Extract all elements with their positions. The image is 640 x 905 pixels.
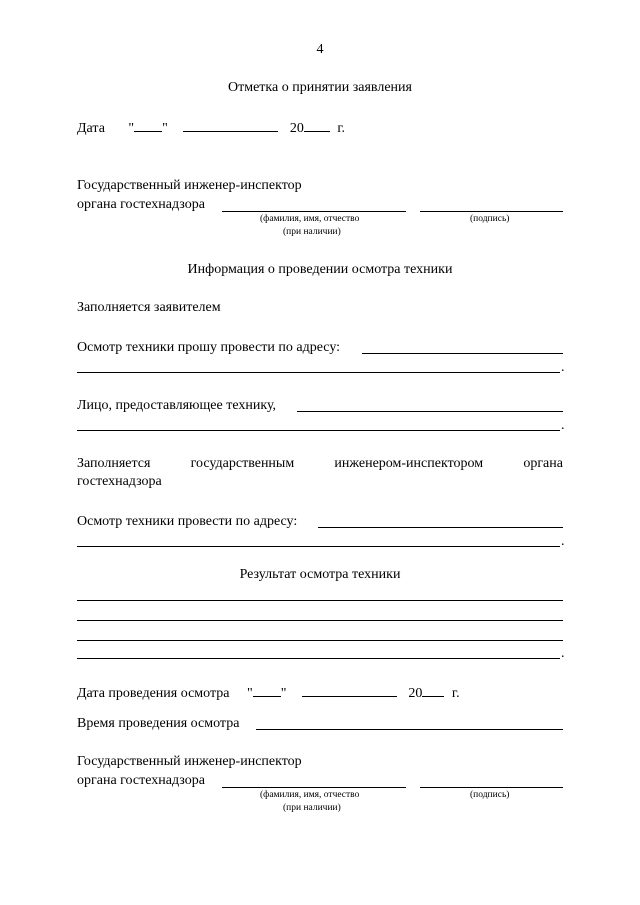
inspection-time-label: Время проведения осмотра: [77, 716, 240, 731]
address-request-label: Осмотр техники прошу провести по адресу:: [77, 340, 341, 355]
inspection-date-row: Дата проведения осмотра " " 20 г.: [77, 686, 460, 701]
provider-field-2[interactable]: [77, 430, 560, 431]
date-label: Дата: [77, 121, 105, 136]
result-line-1[interactable]: [77, 600, 563, 601]
caption2-signature: (подпись): [470, 790, 510, 800]
address-conduct-label: Осмотр техники провести по адресу:: [77, 514, 298, 529]
date-row: Дата " " 20 г.: [77, 121, 346, 136]
inspector2-name-field[interactable]: [222, 787, 406, 788]
inspection-month-field[interactable]: [302, 684, 397, 697]
inspector2-line2: органа гостехнадзора: [77, 773, 205, 788]
day-field[interactable]: [134, 119, 162, 132]
applicant-fills-label: Заполняется заявителем: [77, 300, 221, 315]
inspector2-line1: Государственный инженер-инспектор: [77, 754, 302, 769]
year-suffix: г.: [337, 121, 346, 136]
caption2-fio-note: (при наличии): [283, 803, 341, 813]
inspector-line2: органа гостехнадзора: [77, 197, 205, 212]
address-request-field-2[interactable]: [77, 372, 560, 373]
page-number: 4: [316, 42, 324, 57]
inspector-fills-row: [77, 456, 563, 472]
result-line-3[interactable]: [77, 640, 563, 641]
month-field[interactable]: [183, 119, 278, 132]
section-title-result: Результат осмотра техники: [239, 567, 401, 582]
result-line-2[interactable]: [77, 620, 563, 621]
section-title-acceptance: Отметка о принятии заявления: [228, 80, 412, 95]
address-request-field[interactable]: [362, 353, 563, 354]
inspector2-signature-field[interactable]: [420, 787, 563, 788]
inspector-fills-word3: инженером-инспектором: [334, 456, 484, 471]
address-conduct-field-2[interactable]: [77, 546, 560, 547]
inspection-day-field[interactable]: [253, 684, 281, 697]
section-title-inspection-info: Информация о проведении осмотра техники: [187, 262, 453, 277]
year-prefix: 20: [289, 121, 304, 136]
year-field[interactable]: [304, 119, 330, 132]
inspection-time-field[interactable]: [256, 729, 563, 730]
provider-field[interactable]: [297, 411, 563, 412]
inspection-year-suffix: г.: [451, 686, 460, 701]
inspection-year-prefix: 20: [408, 686, 423, 701]
caption-fio: (фамилия, имя, отчество: [260, 214, 360, 224]
provider-label: Лицо, предоставляющее технику,: [77, 398, 277, 413]
inspector-fills-word2: государственным: [190, 456, 295, 471]
inspector-line1: Государственный инженер-инспектор: [77, 178, 302, 193]
caption2-fio: (фамилия, имя, отчество: [260, 790, 360, 800]
inspector-signature-field[interactable]: [420, 211, 563, 212]
caption-signature: (подпись): [470, 214, 510, 224]
caption-fio-note: (при наличии): [283, 227, 341, 237]
inspector-name-field[interactable]: [222, 211, 406, 212]
address-conduct-field[interactable]: [318, 527, 563, 528]
inspector-fills-word4: органа: [523, 456, 563, 471]
inspection-year-field[interactable]: [422, 684, 444, 697]
inspector-fills-word5: гостехнадзора: [77, 474, 162, 489]
inspection-date-label: Дата проведения осмотра: [77, 686, 230, 701]
inspector-fills-word1: Заполняется: [77, 456, 151, 471]
result-line-4[interactable]: [77, 658, 560, 659]
